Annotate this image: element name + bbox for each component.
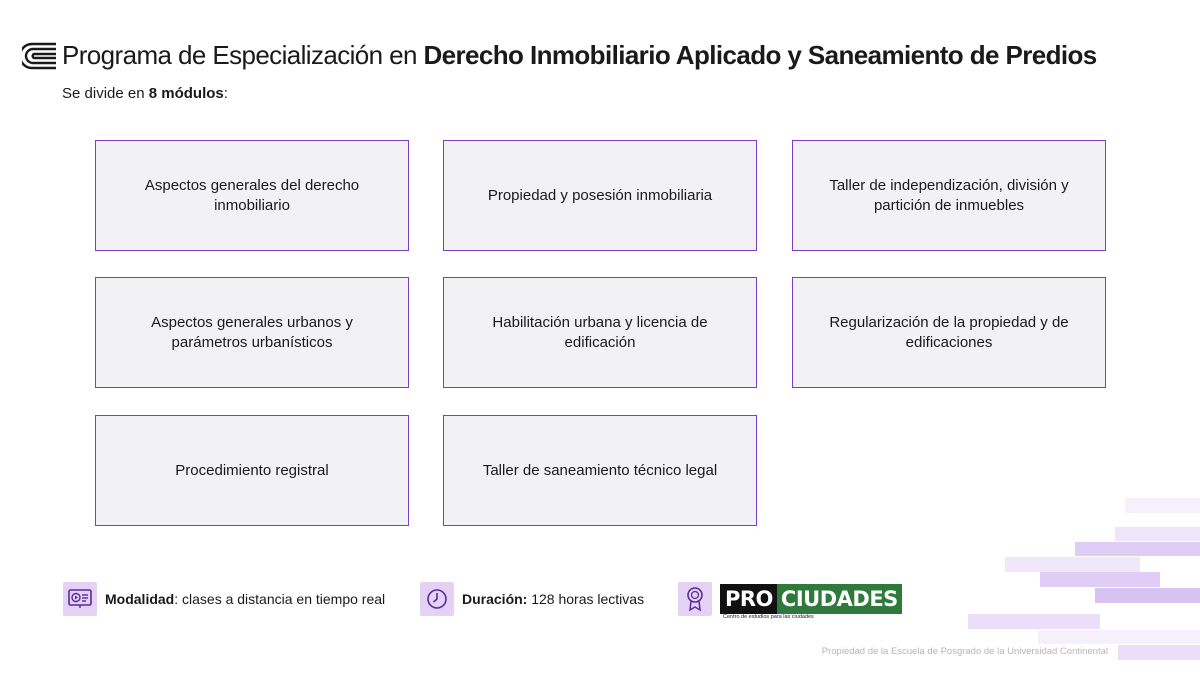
logo-word-ciudades: CIUDADES <box>777 584 902 614</box>
module-card-2: Propiedad y posesión inmobiliaria <box>443 140 757 251</box>
modality-label: Modalidad <box>105 591 175 607</box>
brand-logo-icon <box>22 42 58 70</box>
duration-info <box>462 591 644 607</box>
modality-info <box>105 591 385 607</box>
module-card-8: Taller de saneamiento técnico legal <box>443 415 757 526</box>
subtitle-prefix: Se divide en <box>62 85 149 102</box>
logo-word-pro: PRO <box>725 587 773 611</box>
duration-value: 128 horas lectivas <box>527 591 645 607</box>
video-class-icon <box>63 582 97 616</box>
module-card-7: Procedimiento registral <box>95 415 409 526</box>
modules-count: 8 módulos <box>148 85 224 102</box>
title-regular: Programa de Especialización en <box>62 40 424 70</box>
modality-value: : clases a distancia en tiempo real <box>174 591 386 607</box>
duration-label: Duración: <box>462 591 528 607</box>
module-card-6: Regularización de la propiedad y de edificaciones <box>792 277 1106 388</box>
award-ribbon-icon <box>678 582 712 616</box>
page-title <box>62 40 1097 71</box>
module-card-5: Habilitación urbana y licencia de edificación <box>443 277 757 388</box>
subtitle-suffix: : <box>223 85 228 102</box>
title-bold: Derecho Inmobiliario Aplicado y Saneamiento de Predios <box>423 40 1097 70</box>
prociudades-logo <box>720 584 898 614</box>
footer-copyright: Propiedad de la Escuela de Posgrado de la Universidad Continental <box>821 646 1108 657</box>
module-card-4: Aspectos generales urbanos y parámetros urbanísticos <box>95 277 409 388</box>
page-subtitle <box>62 85 228 102</box>
logo-tagline: Centro de estudios para las ciudades <box>723 614 814 620</box>
clock-icon <box>420 582 454 616</box>
module-card-3: Taller de independización, división y partición de inmuebles <box>792 140 1106 251</box>
module-card-1: Aspectos generales del derecho inmobiliario <box>95 140 409 251</box>
